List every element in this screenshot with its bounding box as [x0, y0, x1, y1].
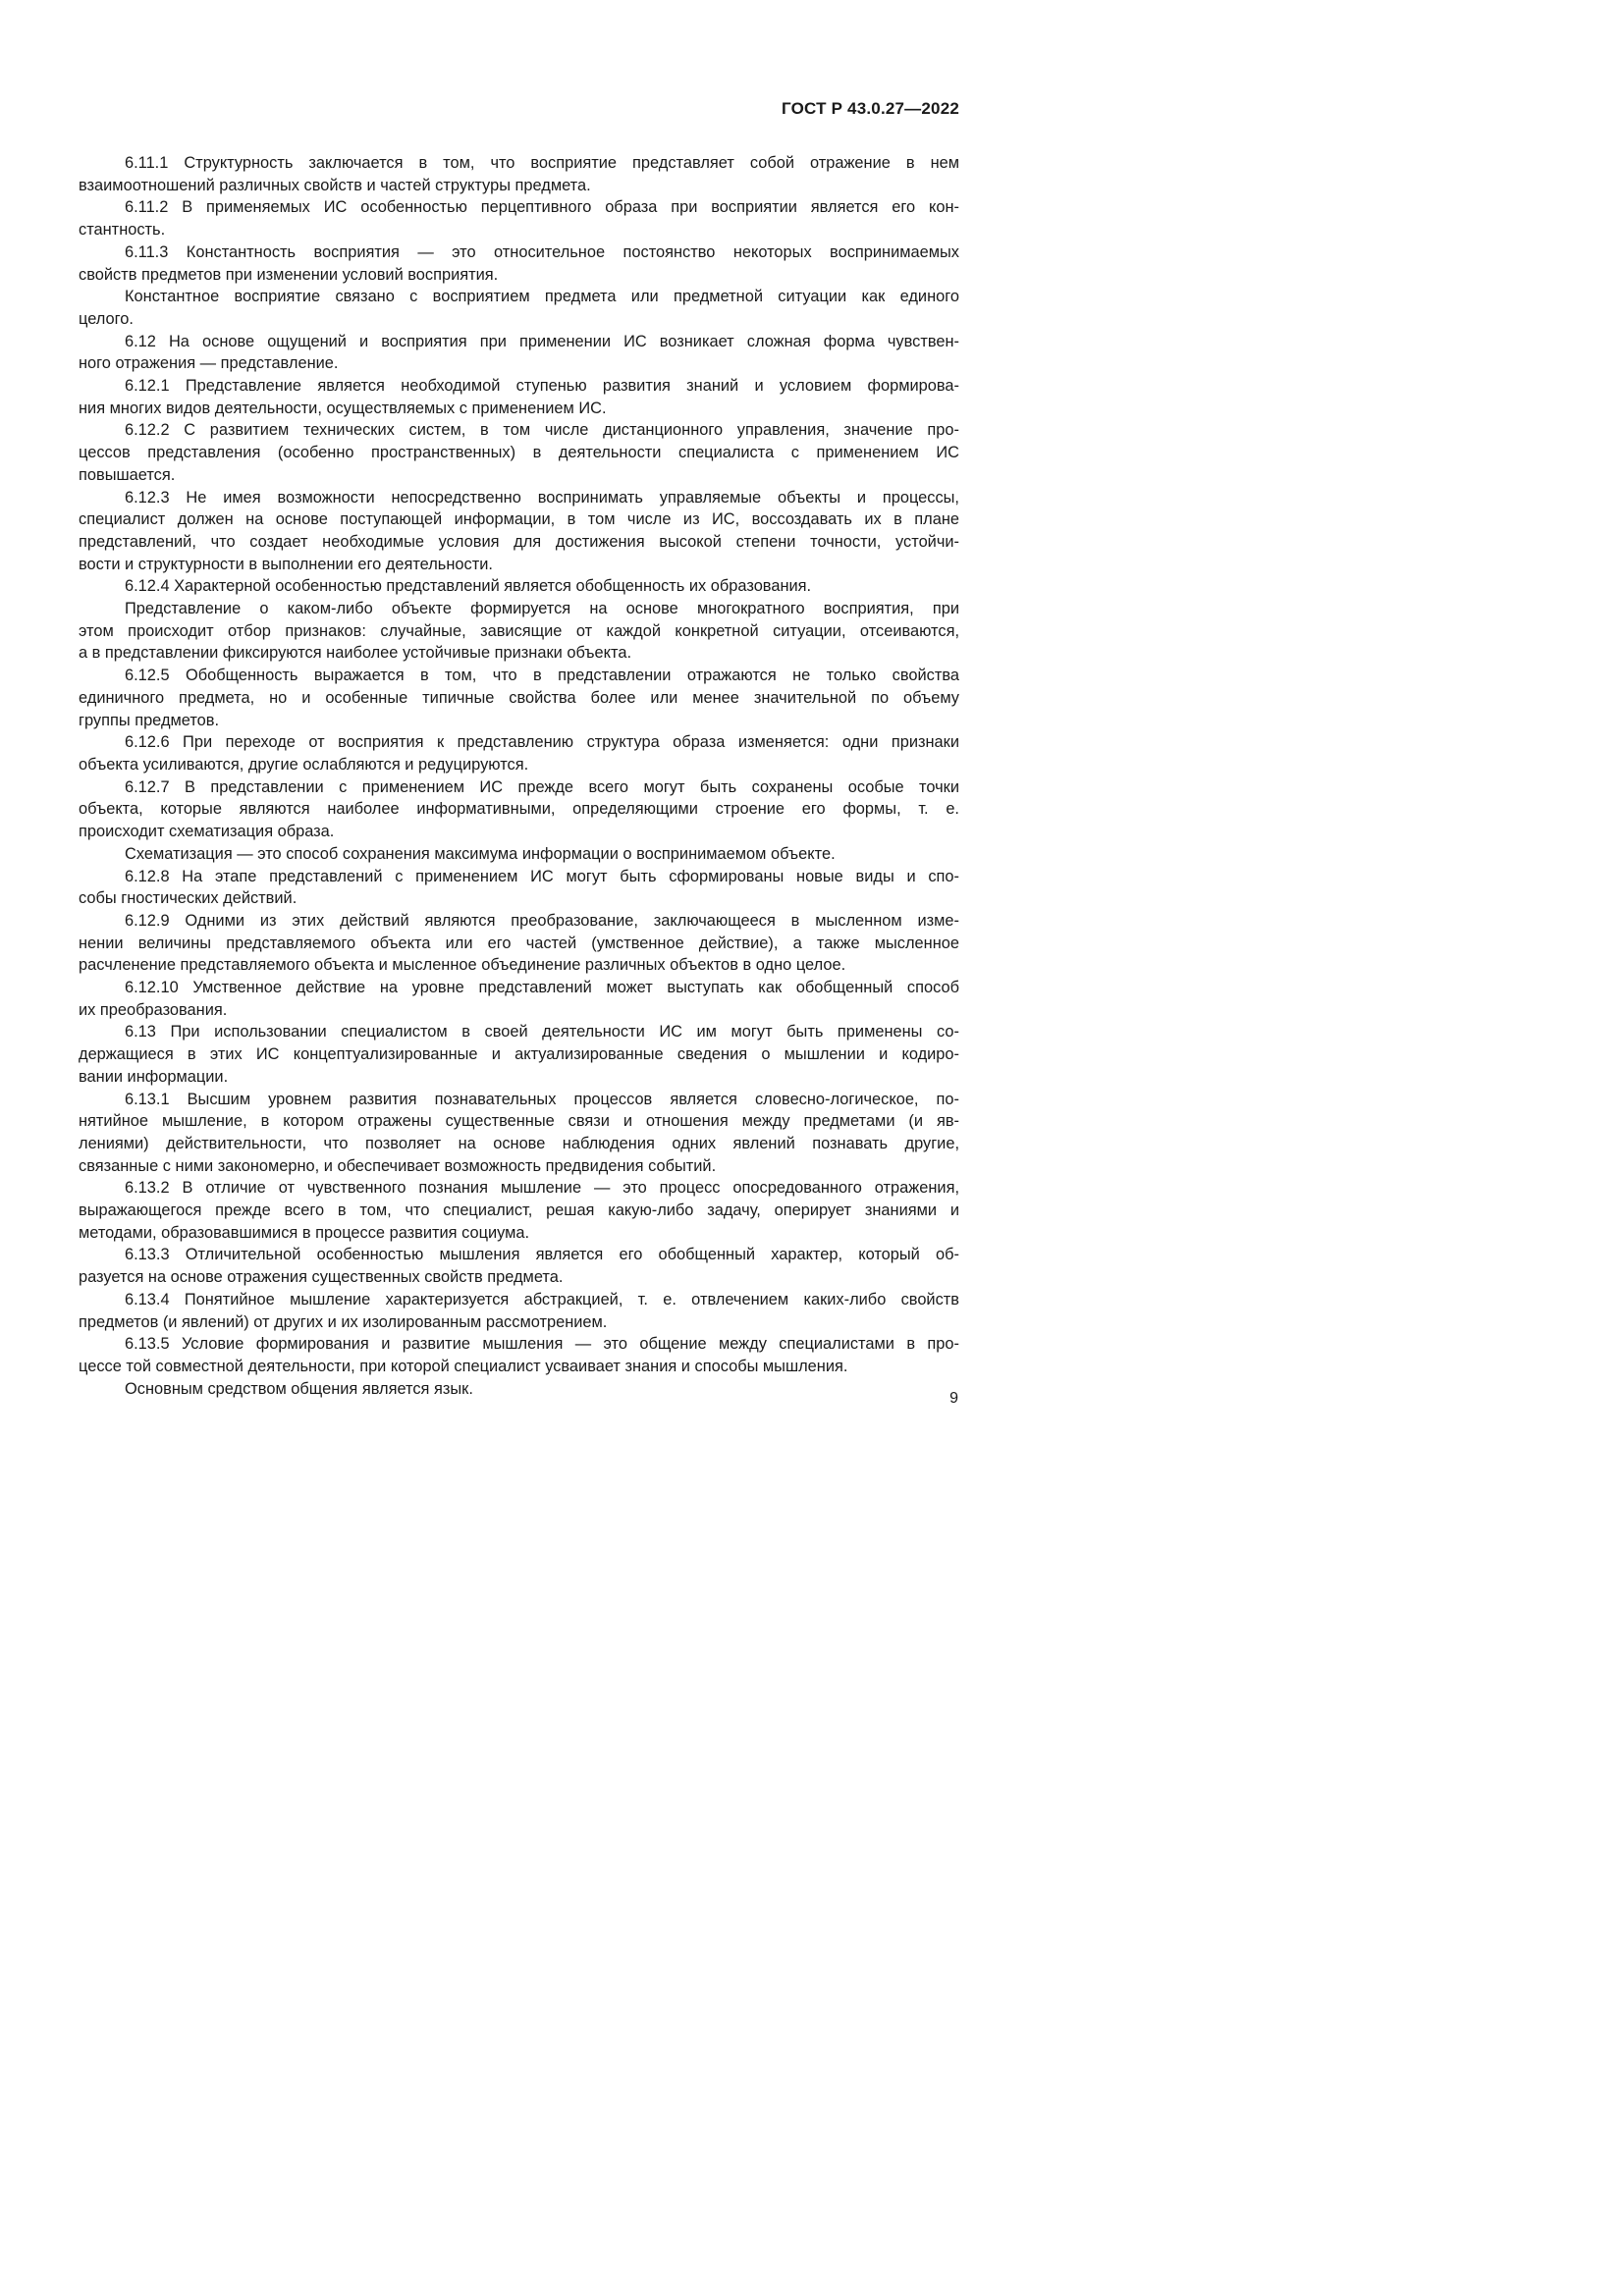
paragraph	[79, 1378, 959, 1401]
paragraph	[79, 1244, 959, 1288]
paragraph-line: собы гностических действий.	[79, 889, 298, 908]
paragraph-line: вании информации.	[79, 1067, 229, 1086]
paragraph-line: расчленение представляемого объекта и мысленное объединение различных объектов в одно целое.	[79, 956, 846, 975]
paragraph-line: разуется на основе отражения существенных свойств предмета.	[79, 1268, 564, 1287]
paragraph-line: а в представлении фиксируются наиболее устойчивые признаки объекта.	[79, 644, 632, 663]
paragraph-line: 6.12.2 С развитием технических систем, в том числе дистанционного управления, значение про-	[125, 421, 959, 440]
paragraph	[79, 286, 959, 330]
paragraph-line: лениями) действительности, что позволяет на основе наблюдения одних явлений познавать другие,	[79, 1134, 959, 1152]
paragraph	[79, 241, 959, 286]
paragraph-line: 6.12.4 Характерной особенностью представлений является обобщенность их образования.	[125, 577, 812, 596]
paragraph	[79, 665, 959, 731]
paragraph	[79, 375, 959, 419]
paragraph-line: 6.11.2 В применяемых ИС особенностью перцептивного образа при восприятии является его кон-	[125, 198, 959, 217]
paragraph-line: цессе той совместной деятельности, при которой специалист усваивает знания и способы мышления.	[79, 1357, 848, 1375]
paragraph	[79, 910, 959, 977]
paragraph-line: происходит схематизация образа.	[79, 823, 335, 841]
paragraph-line: специалист должен на основе поступающей информации, в том числе из ИС, воссоздавать их в плане	[79, 510, 959, 529]
paragraph	[79, 487, 959, 576]
paragraph-line: свойств предметов при изменении условий восприятия.	[79, 265, 499, 284]
paragraph-line: цессов представления (особенно пространственных) в деятельности специалиста с применением ИС	[79, 444, 959, 462]
paragraph-line: 6.12.7 В представлении с применением ИС прежде всего могут быть сохранены особые точки	[125, 777, 959, 796]
paragraph	[79, 598, 959, 665]
paragraph	[79, 1177, 959, 1244]
paragraph-line: объекта, которые являются наиболее информативными, определяющими строение его формы, т. е.	[79, 800, 959, 819]
paragraph-line: этом происходит отбор признаков: случайные, зависящие от каждой конкретной ситуации, отсеиваются,	[79, 621, 959, 640]
paragraph-line: взаимоотношений различных свойств и частей структуры предмета.	[79, 176, 591, 194]
paragraph-line: 6.12 На основе ощущений и восприятия при применении ИС возникает сложная форма чувствен-	[125, 332, 959, 350]
paragraph	[79, 1289, 959, 1333]
document-code-header: ГОСТ Р 43.0.27—2022	[782, 99, 959, 118]
paragraph-line: 6.13.4 Понятийное мышление характеризуется абстракцией, т. е. отвлечением каких-либо свойств	[125, 1290, 959, 1308]
paragraph	[79, 731, 959, 775]
paragraph-line: 6.12.9 Одними из этих действий являются преобразование, заключающееся в мысленном изме-	[125, 911, 959, 930]
paragraph	[79, 1089, 959, 1178]
paragraph-line: 6.13 При использовании специалистом в своей деятельности ИС им могут быть применены со-	[125, 1023, 959, 1041]
page-number: 9	[949, 1390, 958, 1407]
paragraph	[79, 331, 959, 375]
paragraph-line: связанные с ними закономерно, и обеспечивает возможность предвидения событий.	[79, 1156, 717, 1175]
paragraph-line: 6.12.8 На этапе представлений с применением ИС могут быть сформированы новые виды и спо-	[125, 867, 959, 885]
paragraph-line: предметов (и явлений) от других и их изолированным рассмотрением.	[79, 1312, 608, 1331]
paragraph-line: объекта усиливаются, другие ослабляются и редуцируются.	[79, 755, 529, 774]
paragraph	[79, 575, 959, 598]
paragraph-line: стантность.	[79, 221, 166, 240]
paragraph-line: 6.13.1 Высшим уровнем развития познавательных процессов является словесно-логическое, по-	[125, 1090, 959, 1108]
paragraph	[79, 152, 959, 196]
paragraph-line: Константное восприятие связано с восприятием предмета или предметной ситуации как единого	[125, 288, 959, 306]
paragraph	[79, 977, 959, 1021]
paragraph	[79, 419, 959, 486]
document-page	[0, 0, 1084, 1533]
paragraph-line: 6.12.1 Представление является необходимой ступенью развития знаний и условием формирова-	[125, 377, 959, 396]
paragraph-line: Основным средством общения является язык.	[125, 1379, 473, 1398]
paragraph-line: их преобразования.	[79, 1000, 228, 1019]
paragraph-line: группы предметов.	[79, 711, 220, 729]
paragraph-line: выражающегося прежде всего в том, что специалист, решая какую-либо задачу, оперирует знаниями и	[79, 1201, 959, 1220]
paragraph-line: повышается.	[79, 465, 176, 484]
paragraph-line: 6.13.5 Условие формирования и развитие мышления — это общение между специалистами в про-	[125, 1335, 959, 1354]
paragraph-line: 6.12.10 Умственное действие на уровне представлений может выступать как обобщенный способ	[125, 979, 959, 997]
paragraph-line: ния многих видов деятельности, осуществляемых с применением ИС.	[79, 399, 607, 417]
paragraph	[79, 196, 959, 240]
document-body	[79, 152, 959, 1400]
paragraph-line: 6.13.2 В отличие от чувственного познания мышление — это процесс опосредованного отражения,	[125, 1179, 959, 1198]
paragraph-line: 6.12.3 Не имея возможности непосредственно воспринимать управляемые объекты и процессы,	[125, 488, 959, 507]
paragraph-line: единичного предмета, но и особенные типичные свойства более или менее значительной по объему	[79, 688, 959, 707]
paragraph-line: 6.12.5 Обобщенность выражается в том, что в представлении отражаются не только свойства	[125, 667, 959, 685]
paragraph-line: целого.	[79, 309, 134, 328]
paragraph	[79, 866, 959, 910]
paragraph-line: Схематизация — это способ сохранения максимума информации о воспринимаемом объекте.	[125, 844, 836, 863]
paragraph	[79, 1021, 959, 1088]
paragraph-line: ного отражения — представление.	[79, 354, 339, 373]
paragraph-line: представлений, что создает необходимые условия для достижения высокой степени точности, устойчи-	[79, 532, 959, 551]
paragraph-line: 6.12.6 При переходе от восприятия к представлению структура образа изменяется: одни признаки	[125, 733, 959, 752]
paragraph-line: 6.11.3 Константность восприятия — это относительное постоянство некоторых воспринимаемых	[125, 242, 959, 261]
paragraph-line: нятийное мышление, в котором отражены существенные связи и отношения между предметами (и яв-	[79, 1112, 959, 1131]
paragraph-line: 6.11.1 Структурность заключается в том, что восприятие представляет собой отражение в нем	[125, 154, 959, 172]
paragraph	[79, 776, 959, 843]
paragraph	[79, 843, 959, 866]
paragraph-line: нении величины представляемого объекта или его частей (умственное действие), а также мысленное	[79, 934, 959, 952]
paragraph-line: Представление о каком-либо объекте формируется на основе многократного восприятия, при	[125, 600, 959, 618]
paragraph-line: держащиеся в этих ИС концептуализированные и актуализированные сведения о мышлении и кодиро-	[79, 1045, 959, 1064]
paragraph-line: 6.13.3 Отличительной особенностью мышления является его обобщенный характер, который об-	[125, 1246, 959, 1264]
paragraph	[79, 1333, 959, 1377]
paragraph-line: вости и структурности в выполнении его деятельности.	[79, 555, 493, 573]
paragraph-line: методами, образовавшимися в процессе развития социума.	[79, 1223, 530, 1242]
